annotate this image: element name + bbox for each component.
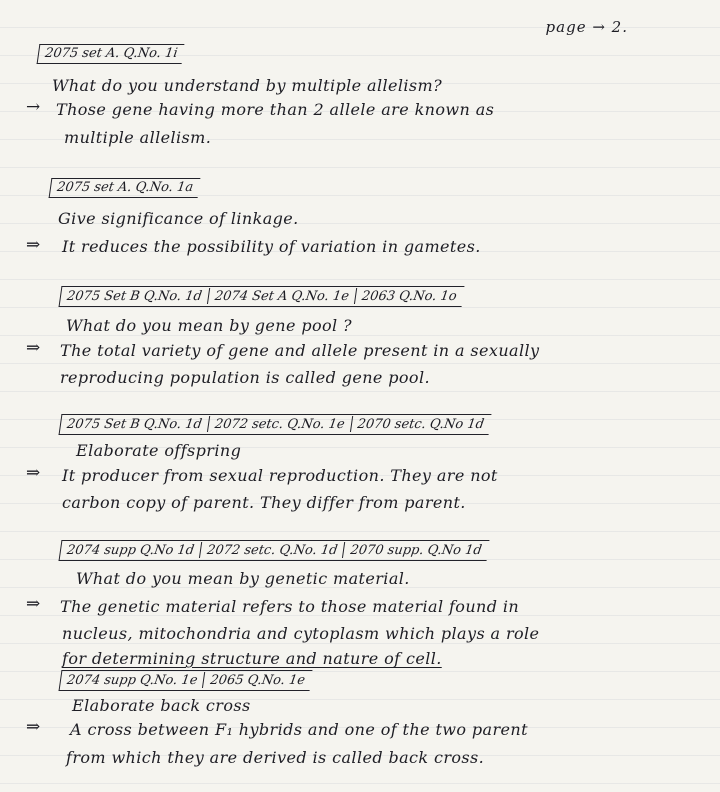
question-text: What do you mean by genetic material.: [76, 569, 410, 588]
answer-line: for determining structure and nature of cell.: [62, 649, 442, 668]
answer-line: Those gene having more than 2 allele are known as: [56, 100, 495, 119]
answer-double-arrow-icon: ⇒: [26, 717, 41, 737]
exam-reference: 2075 set A. Q.No. 1i: [44, 46, 179, 61]
exam-reference: 2074 supp Q.No. 1e: [65, 673, 199, 688]
exam-reference-tag: [37, 44, 185, 64]
answer-double-arrow-icon: ⇒: [26, 338, 41, 358]
exam-reference-tag: [49, 178, 201, 198]
exam-reference: 2075 Set B Q.No. 1d: [65, 289, 203, 304]
answer-line: nucleus, mitochondria and cytoplasm which plays a role: [62, 624, 540, 643]
exam-reference: 2072 setc. Q.No. 1e: [213, 417, 346, 432]
answer-line: The genetic material refers to those material found in: [60, 597, 520, 616]
question-text: Give significance of linkage.: [58, 209, 299, 228]
answer-line: A cross between F₁ hybrids and one of the two parent: [70, 720, 528, 739]
exam-reference: 2070 setc. Q.No 1d: [356, 417, 486, 432]
exam-reference: 2063 Q.No. 1o: [360, 289, 458, 304]
answer-arrow-icon: →: [26, 97, 41, 117]
page-number: page → 2.: [545, 18, 628, 36]
exam-reference: 2072 setc. Q.No. 1d: [206, 543, 339, 558]
question-text: What do you mean by gene pool ?: [66, 316, 353, 335]
exam-reference-tag: [59, 286, 465, 307]
answer-line: from which they are derived is called back cross.: [66, 748, 485, 767]
exam-reference: 2075 set A. Q.No. 1a: [56, 180, 195, 195]
question-text: What do you understand by multiple allelism?: [52, 76, 443, 95]
exam-reference-tag: [59, 540, 490, 561]
exam-reference: 2075 Set B Q.No. 1d: [65, 417, 203, 432]
answer-line: It reduces the possibility of variation in gametes.: [62, 237, 481, 256]
answer-line: reproducing population is called gene pool.: [60, 368, 430, 387]
answer-double-arrow-icon: ⇒: [26, 235, 41, 255]
answer-double-arrow-icon: ⇒: [26, 463, 41, 483]
answer-double-arrow-icon: ⇒: [26, 594, 41, 614]
exam-reference: 2074 supp Q.No 1d: [65, 543, 196, 558]
question-text: Elaborate offspring: [76, 441, 242, 460]
question-text: Elaborate back cross: [72, 696, 251, 715]
exam-reference: 2074 Set A Q.No. 1e: [213, 289, 350, 304]
answer-line: carbon copy of parent. They differ from parent.: [62, 493, 466, 512]
answer-line: multiple allelism.: [64, 128, 212, 147]
exam-reference-tag: [59, 670, 313, 691]
exam-reference-tag: [59, 414, 492, 435]
exam-reference: 2070 supp. Q.No 1d: [349, 543, 483, 558]
exam-reference: 2065 Q.No. 1e: [209, 673, 307, 688]
answer-line: It producer from sexual reproduction. They are not: [62, 466, 498, 485]
answer-line: The total variety of gene and allele present in a sexually: [60, 341, 540, 360]
